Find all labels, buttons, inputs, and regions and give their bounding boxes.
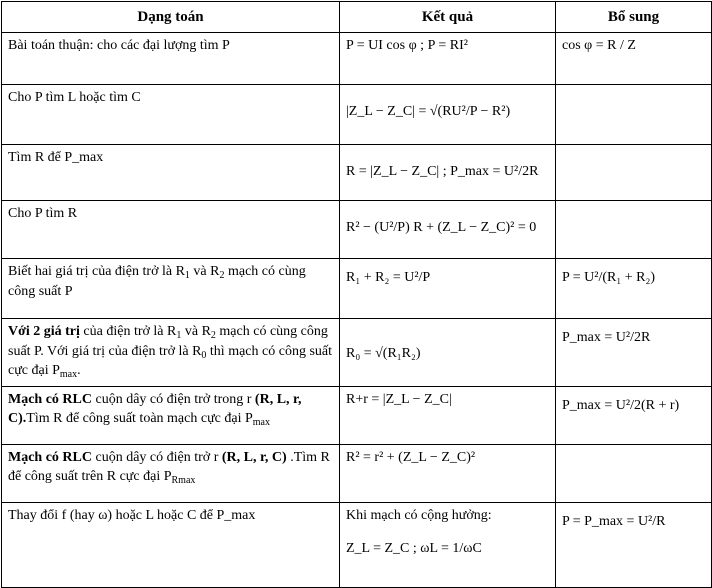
table-row xyxy=(2,201,712,259)
result-cell xyxy=(340,259,556,319)
table-row xyxy=(2,503,712,588)
result-formula: P = UI cos φ ; P = RI² xyxy=(346,38,468,53)
result-cell xyxy=(340,503,556,588)
header-row xyxy=(2,2,712,33)
table-row xyxy=(2,319,712,387)
header-problem-type: Dạng toán xyxy=(2,2,340,33)
supplement-formula: cos φ = R / Z xyxy=(562,38,636,53)
problem-cell: Bài toán thuận: cho các đại lượng tìm P xyxy=(2,33,340,85)
table-row xyxy=(2,387,712,445)
problem-cell: Mạch có RLC cuộn dây có điện trở r (R, L, r, C) .Tìm R để công suất trên R cực đại $P_{Rmax}$ xyxy=(2,445,340,503)
supplement-cell xyxy=(556,145,712,201)
supplement-formula: P = U²/(R₁ + R₂) xyxy=(562,270,656,285)
result-cell xyxy=(340,33,556,85)
problem-cell: Cho P tìm R xyxy=(2,201,340,259)
problem-cell: Thay đổi f (hay ω) hoặc L hoặc C để P_max xyxy=(2,503,340,588)
result-formula: Z_L = Z_C ; ωL = 1/ωC xyxy=(346,540,482,556)
problem-cell: Mạch có RLC cuộn dây có điện trở trong r (R, L, r, C).Tìm R để công suất toàn mạch cực đại $P_{max}$ xyxy=(2,387,340,445)
supplement-cell xyxy=(556,503,712,588)
supplement-cell xyxy=(556,387,712,445)
supplement-formula: P_max = U²/2(R + r) xyxy=(562,398,680,413)
supplement-formula: P = P_max = U²/R xyxy=(562,514,666,529)
result-cell xyxy=(340,319,556,387)
table-row xyxy=(2,145,712,201)
result-cell xyxy=(340,445,556,503)
problem-cell: Tìm R để P_max xyxy=(2,145,340,201)
supplement-cell xyxy=(556,319,712,387)
table-row xyxy=(2,259,712,319)
result-formula: |Z_L − Z_C| = √(RU²/P − R²) xyxy=(346,104,511,119)
result-cell xyxy=(340,201,556,259)
supplement-cell xyxy=(556,259,712,319)
result-formula: R² − (U²/P) R + (Z_L − Z_C)² = 0 xyxy=(346,220,537,235)
problem-cell: Với 2 giá trị của điện trở là $R_1$ và $R_2$ mạch có cùng công suất P. Với giá trị của điện trở là $R_0$ thì mạch có công suất cực đại $P_{max}$. xyxy=(2,319,340,387)
result-caption: Khi mạch có cộng hưởng: xyxy=(346,508,492,523)
result-cell xyxy=(340,145,556,201)
supplement-cell xyxy=(556,33,712,85)
result-formula: R = |Z_L − Z_C| ; P_max = U²/2R xyxy=(346,164,539,179)
problem-cell: Biết hai giá trị của điện trở là $R_1$ và $R_2$ mạch có cùng công suất P xyxy=(2,259,340,319)
header-result: Kết quả xyxy=(340,2,556,33)
problem-cell: Cho P tìm L hoặc tìm C xyxy=(2,85,340,145)
result-formula: R² = r² + (Z_L − Z_C)² xyxy=(346,450,476,465)
formula-table xyxy=(1,1,712,588)
header-supplement: Bổ sung xyxy=(556,2,712,33)
result-formula: R₁ + R₂ = U²/P xyxy=(346,270,431,285)
table-row xyxy=(2,445,712,503)
result-formula: R+r = |Z_L − Z_C| xyxy=(346,392,452,407)
table-row xyxy=(2,33,712,85)
result-cell xyxy=(340,85,556,145)
result-cell xyxy=(340,387,556,445)
supplement-cell xyxy=(556,445,712,503)
supplement-cell xyxy=(556,201,712,259)
table-row xyxy=(2,85,712,145)
supplement-formula: P_max = U²/2R xyxy=(562,330,651,345)
supplement-cell xyxy=(556,85,712,145)
result-formula: R₀ = √(R₁R₂) xyxy=(346,346,421,361)
